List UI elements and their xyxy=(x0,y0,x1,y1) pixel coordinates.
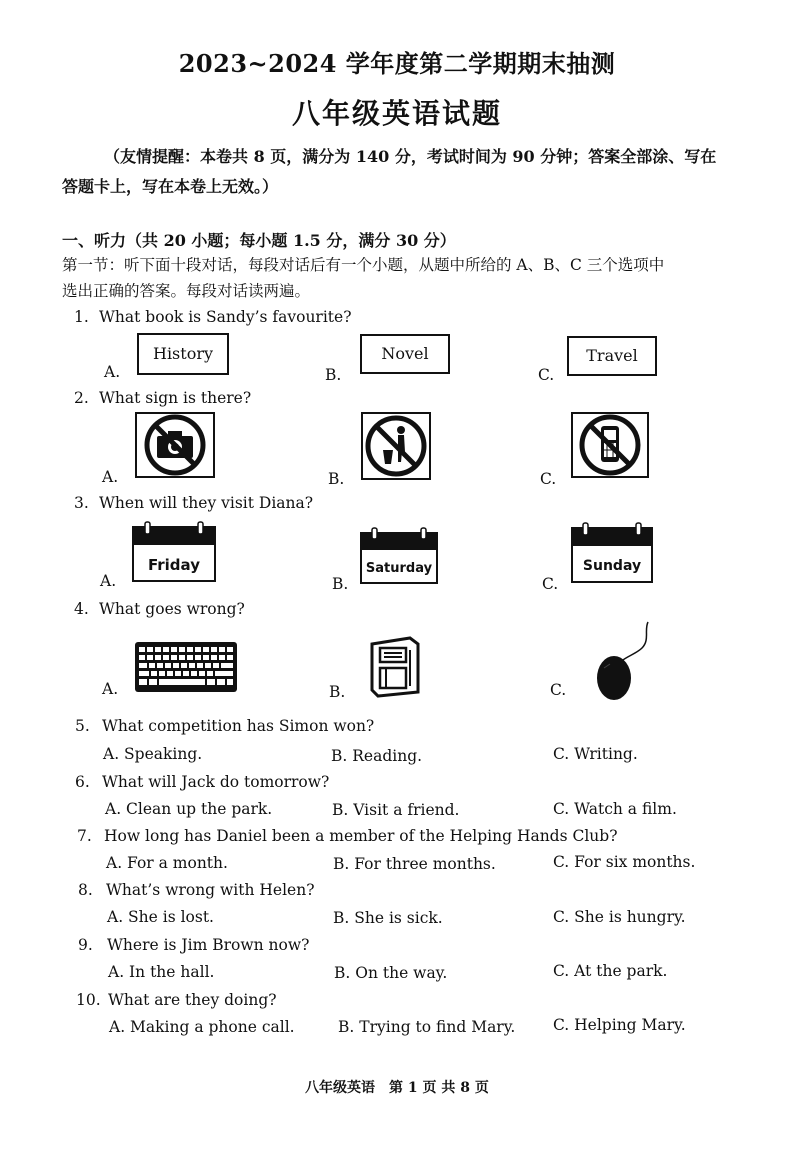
option-c: C. Writing. xyxy=(553,745,638,763)
subject-title: 八年级英语试题 xyxy=(291,97,502,130)
keyboard-icon xyxy=(134,641,238,693)
question-number: 7. xyxy=(77,827,92,845)
page-footer: 八年级英语 第 1 页 共 8 页 xyxy=(305,1080,489,1096)
part1-instruction-line-1: 第一节：听下面十段对话，每段对话后有一个小题，从题中所给的 A、B、C 三个选项中 xyxy=(62,256,665,274)
question-number: 1. xyxy=(74,308,89,326)
option-a: A. In the hall. xyxy=(108,963,215,981)
option-letter: A. xyxy=(104,363,121,381)
option-b: B. She is sick. xyxy=(333,909,443,927)
option-letter: B. xyxy=(332,575,349,593)
option-b: B. Trying to find Mary. xyxy=(338,1018,516,1036)
question-text: What are they doing? xyxy=(108,991,277,1009)
question-number: 5. xyxy=(75,717,90,735)
book-novel-box: Novel xyxy=(360,334,450,374)
no-phone-sign-icon xyxy=(571,412,649,478)
option-c: C. At the park. xyxy=(553,962,668,980)
question-number: 3. xyxy=(74,494,89,512)
option-c: C. Watch a film. xyxy=(553,800,677,818)
book-travel-box: Travel xyxy=(567,336,657,376)
question-number: 2. xyxy=(74,389,89,407)
option-c: C. Helping Mary. xyxy=(553,1016,686,1034)
option-a: A. She is lost. xyxy=(107,908,214,926)
question-number: 10. xyxy=(76,991,101,1009)
question-text: What book is Sandy’s favourite? xyxy=(99,308,352,326)
question-text: Where is Jim Brown now? xyxy=(107,936,310,954)
question-text: What sign is there? xyxy=(99,389,252,407)
option-c: C. For six months. xyxy=(553,853,696,871)
calendar-label: Friday xyxy=(147,556,201,574)
option-letter: B. xyxy=(325,366,342,384)
option-letter: C. xyxy=(542,575,559,593)
part1-instruction-line-2: 选出正确的答案。每段对话读两遍。 xyxy=(62,282,311,300)
option-b: B. On the way. xyxy=(334,964,448,982)
printer-icon xyxy=(366,636,424,698)
question-text: What will Jack do tomorrow? xyxy=(102,773,330,791)
option-letter: A. xyxy=(102,468,119,486)
calendar-friday-icon xyxy=(131,521,217,583)
option-letter: C. xyxy=(550,681,567,699)
notice-line-2: 答题卡上，写在本卷上无效。） xyxy=(62,177,279,196)
question-text: What goes wrong? xyxy=(99,600,245,618)
option-letter: A. xyxy=(102,680,119,698)
option-letter: A. xyxy=(100,572,117,590)
notice-line-1: （友情提醒：本卷共 8 页，满分为 140 分，考试时间为 90 分钟；答案全部涂、写在 xyxy=(104,147,717,166)
option-a: A. For a month. xyxy=(106,854,228,872)
option-letter: C. xyxy=(538,366,555,384)
option-letter: C. xyxy=(540,470,557,488)
option-c: C. She is hungry. xyxy=(553,908,686,926)
question-text: When will they visit Diana? xyxy=(99,494,314,512)
question-text: How long has Daniel been a member of the Helping Hands Club? xyxy=(104,827,618,845)
no-camera-sign-icon xyxy=(135,412,215,478)
question-number: 9. xyxy=(78,936,93,954)
calendar-label: Sunday xyxy=(582,558,642,574)
option-a: A. Making a phone call. xyxy=(109,1018,295,1036)
question-number: 8. xyxy=(78,881,93,899)
option-b: B. Visit a friend. xyxy=(332,801,460,819)
calendar-label: Saturday xyxy=(365,561,433,576)
option-a: A. Speaking. xyxy=(103,745,203,763)
question-text: What competition has Simon won? xyxy=(102,717,375,735)
option-a: A. Clean up the park. xyxy=(105,800,273,818)
no-littering-sign-icon xyxy=(361,412,431,480)
calendar-saturday-icon xyxy=(359,527,439,585)
question-number: 4. xyxy=(74,600,89,618)
option-letter: B. xyxy=(329,683,346,701)
question-text: What’s wrong with Helen? xyxy=(106,881,315,899)
option-b: B. For three months. xyxy=(333,855,496,873)
calendar-sunday-icon xyxy=(570,522,654,584)
option-letter: B. xyxy=(328,470,345,488)
exam-title: 2023~2024 学年度第二学期期末抽测 xyxy=(178,49,616,78)
option-b: B. Reading. xyxy=(331,747,423,765)
mouse-icon xyxy=(590,620,660,702)
book-history-box: History xyxy=(137,333,229,375)
section-heading: 一、听力（共 20 小题；每小题 1.5 分，满分 30 分） xyxy=(62,231,456,250)
question-number: 6. xyxy=(75,773,90,791)
